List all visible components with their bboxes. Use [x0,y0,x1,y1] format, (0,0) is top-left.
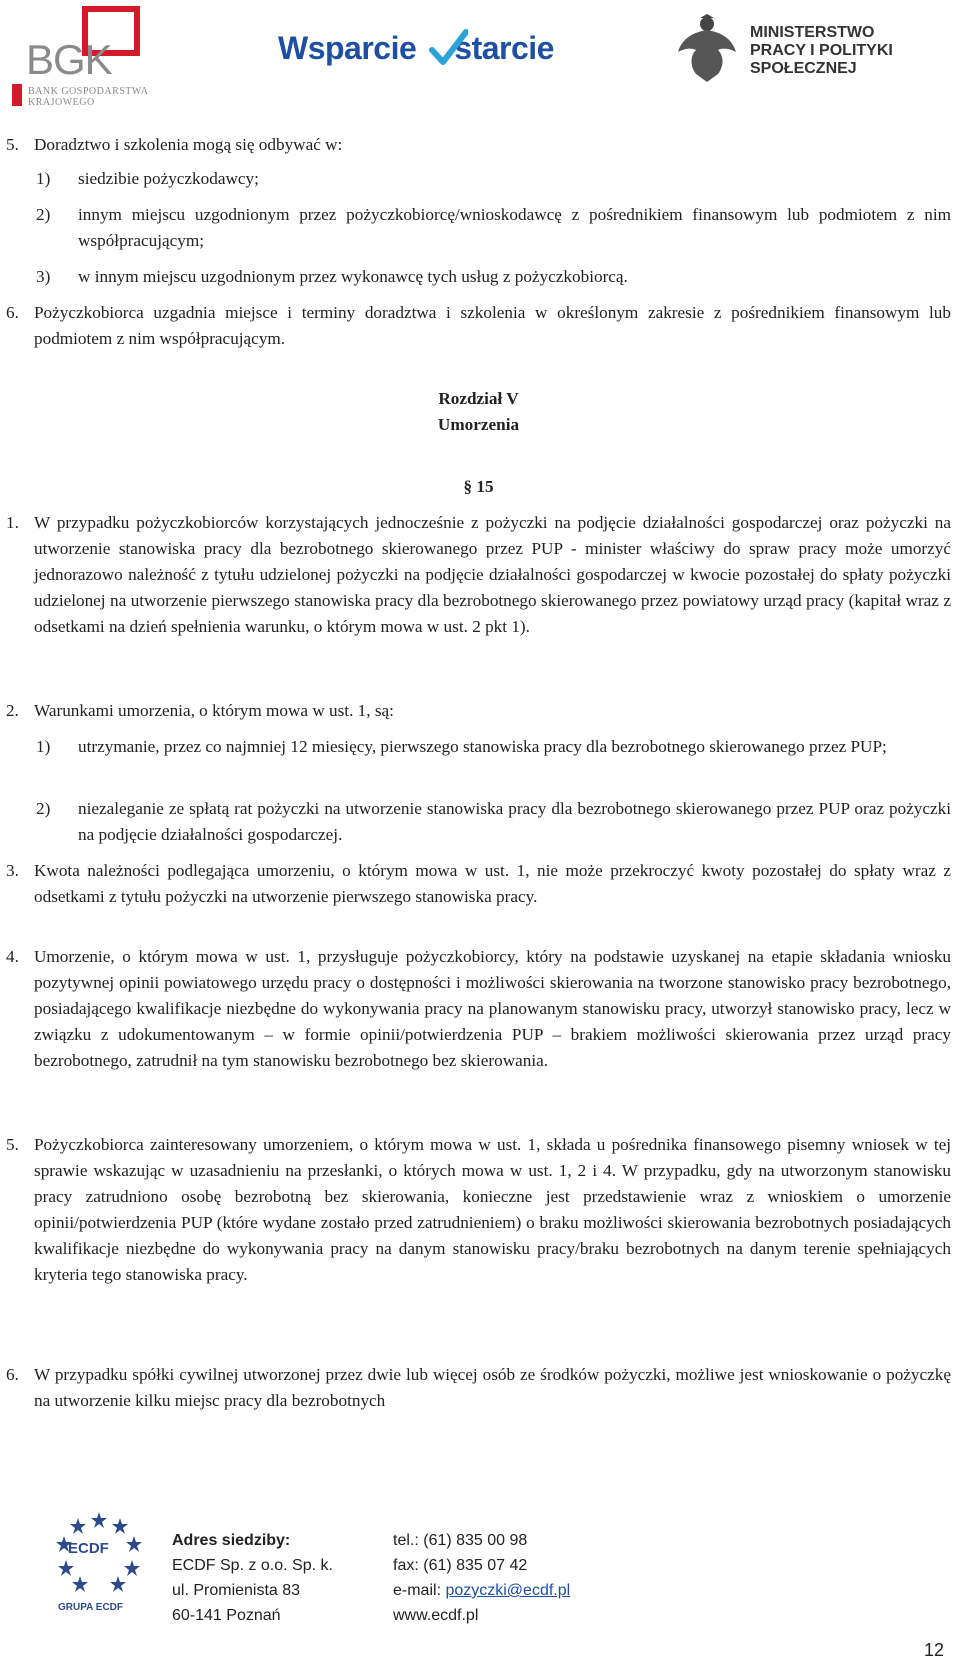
bgk-logo-text: BGK [26,36,112,83]
section-paragraph-2 [6,698,951,724]
paragraph-text: Pożyczkobiorca zainteresowany umorzeniem, o którym mowa w ust. 1, składa u pośrednika finansowego pisemny wniosek w tej sprawie wskazując w uzasadnieniu na przesłanki, o których mowa w ust. 1, 2 i 4. W przypadku, gdy na utworzonym stanowisku pracy zatrudniono osobę bezrobotną bez skierowania, konieczne jest przedstawienie wraz z wnioskiem o umorzenie opinii/potwierdzenia PUP (które wydane zostało przed zatrudnieniem) o braku możliwości skierowania bezrobotnych posiadających kwalifikacje niezbędne do wykonywania pracy na danym stanowisku pracy/braku bezrobotnych na danym terenie spełniających kryteria tego stanowiska pracy. [34,1135,951,1284]
ministry-name [750,24,893,78]
eagle-emblem-icon [676,14,738,84]
email-line [393,1578,570,1603]
wsparcie-logo [278,30,578,80]
list-item [6,796,951,848]
section-paragraph-6 [6,1362,951,1414]
paragraph-number: 3. [6,861,19,880]
list-text: siedzibie pożyczkodawcy; [78,169,259,188]
checkmark-icon [428,28,468,68]
list-text: niezaleganie ze spłatą rat pożyczki na utworzenie stanowiska pracy dla bezrobotnego skierowanego przez PUP oraz pożyczki na podjęcie działalności gospodarczej. [78,799,951,844]
paragraph-number: 4. [6,947,19,966]
paragraph-number: 5. [6,135,19,154]
list-text: innym miejscu uzgodnionym przez pożyczkobiorcę/wnioskodawcę z pośrednikiem finansowym lub podmiotem z nim współpracującym; [78,205,951,250]
ministry-line: PRACY I POLITYKI [750,42,893,59]
paragraph-text: Doradztwo i szkolenia mogą się odbywać w: [34,135,343,154]
wsparcie-right: starcie [454,30,554,66]
bgk-logo-bar-icon [12,84,22,106]
bgk-logo-subtitle [28,86,148,108]
list-number: 3) [36,267,51,286]
bgk-sub-line: KRAJOWEGO [28,97,95,108]
section-paragraph-1 [6,510,951,640]
website-link[interactable]: www.ecdf.pl [393,1607,479,1624]
paragraph-text: Pożyczkobiorca uzgadnia miejsce i terminy doradztwa i szkolenia w określonym zakresie z pośrednikiem finansowym lub podmiotem z nim współpracującym. [34,303,951,348]
paragraph-text: W przypadku pożyczkobiorców korzystających jednocześnie z pożyczki na podjęcie działalności gospodarczej oraz pożyczki na utworzenie stanowiska pracy dla bezrobotnego skierowanego przez PUP - minister właściwy do spraw pracy może umorzyć jednorazowo należność z tytułu udzielonej pożyczki na podjęcie działalności gospodarczej w kwocie pozostałej do spłaty pożyczki udzielonej na utworzenie pierwszego stanowiska pracy dla bezrobotnego skierowanego przez powiatowy urząd pracy (kapitał wraz z odsetkami na dzień spełnienia warunku, o którym mowa w ust. 2 pkt 1). [34,513,951,636]
page-number: 12 [923,1640,944,1660]
address-label: Adres siedziby: [172,1532,291,1549]
chapter-subtitle: Umorzenia [437,415,520,434]
section-paragraph-4 [6,944,951,1074]
paragraph-text: Warunkami umorzenia, o którym mowa w ust. 1, są: [34,701,394,720]
paragraph-5 [6,132,951,158]
ministry-line: MINISTERSTWO [750,24,875,41]
list-number: 2) [36,205,51,224]
chapter-title: Rozdział V [438,389,519,408]
paragraph-number: 6. [6,303,19,322]
section-paragraph-3 [6,858,951,910]
section-heading: § 15 [463,477,494,496]
ministry-logo [676,14,936,84]
list-text: w innym miejscu uzgodnionym przez wykonawcę tych usług z pożyczkobiorcą. [78,267,628,286]
section-paragraph-5 [6,1132,951,1288]
footer-contact [393,1528,570,1628]
phone-number: tel.: (61) 835 00 98 [393,1532,528,1549]
email-label: e-mail: [393,1582,446,1599]
paragraph-number: 5. [6,1135,19,1154]
paragraph-number: 1. [6,513,19,532]
paragraph-6 [6,300,951,352]
wsparcie-left: Wsparcie [278,30,417,66]
address-line: 60-141 Poznań [172,1607,281,1624]
ministry-line: SPOŁECZNEJ [750,60,857,77]
ecdf-logo [54,1510,144,1620]
list-text: utrzymanie, przez co najmniej 12 miesięcy, pierwszego stanowiska pracy dla bezrobotnego skierowanego przez PUP; [78,737,887,756]
address-line: ul. Promienista 83 [172,1582,301,1599]
paragraph-number: 6. [6,1365,19,1384]
list-number: 2) [36,799,51,818]
footer-address [172,1528,333,1628]
list-item [6,202,951,254]
paragraph-text: Kwota należności podlegająca umorzeniu, o którym mowa w ust. 1, nie może przekroczyć kwoty pozostałej do spłaty wraz z odsetkami z tytułu pożyczki na utworzenie pierwszego stanowiska pracy. [34,861,951,906]
fax-number: fax: (61) 835 07 42 [393,1557,528,1574]
ecdf-brand-text: ECDF [68,1540,109,1557]
paragraph-text: Umorzenie, o którym mowa w ust. 1, przysługuje pożyczkobiorcy, który na podstawie uzyskanej na etapie składania wniosku pozytywnej opinii powiatowego urzędu pracy o dostępności i możliwości skierowania na tworzone stanowisko pracy bezrobotnego, posiadającego kwalifikacje niezbędne do wykonywania pracy na planowanym stanowisku pracy, utworzył stanowisko pracy, lecz w związku z udokumentowanym – w formie opinii/potwierdzenia PUP – brakiem możliwości skierowania przez urząd pracy bezrobotnego, zatrudnił na tym stanowisku bezrobotnego bez skierowania. [34,947,951,1070]
paragraph-text: W przypadku spółki cywilnej utworzonej przez dwie lub więcej osób ze środków pożyczki, możliwe jest wnioskowanie o pożyczkę na utworzenie kilku miejsc pracy dla bezrobotnych [34,1365,951,1410]
list-number: 1) [36,169,51,188]
paragraph-number: 2. [6,701,19,720]
list-number: 1) [36,737,51,756]
list-item [6,734,951,760]
ecdf-group-text: GRUPA ECDF [58,1602,123,1613]
list-item [6,264,951,290]
bgk-sub-line: BANK GOSPODARSTWA [28,86,149,97]
bgk-logo [12,6,160,110]
email-link[interactable]: pozyczki@ecdf.pl [445,1582,571,1599]
list-item [6,166,951,192]
address-line: ECDF Sp. z o.o. Sp. k. [172,1557,333,1574]
